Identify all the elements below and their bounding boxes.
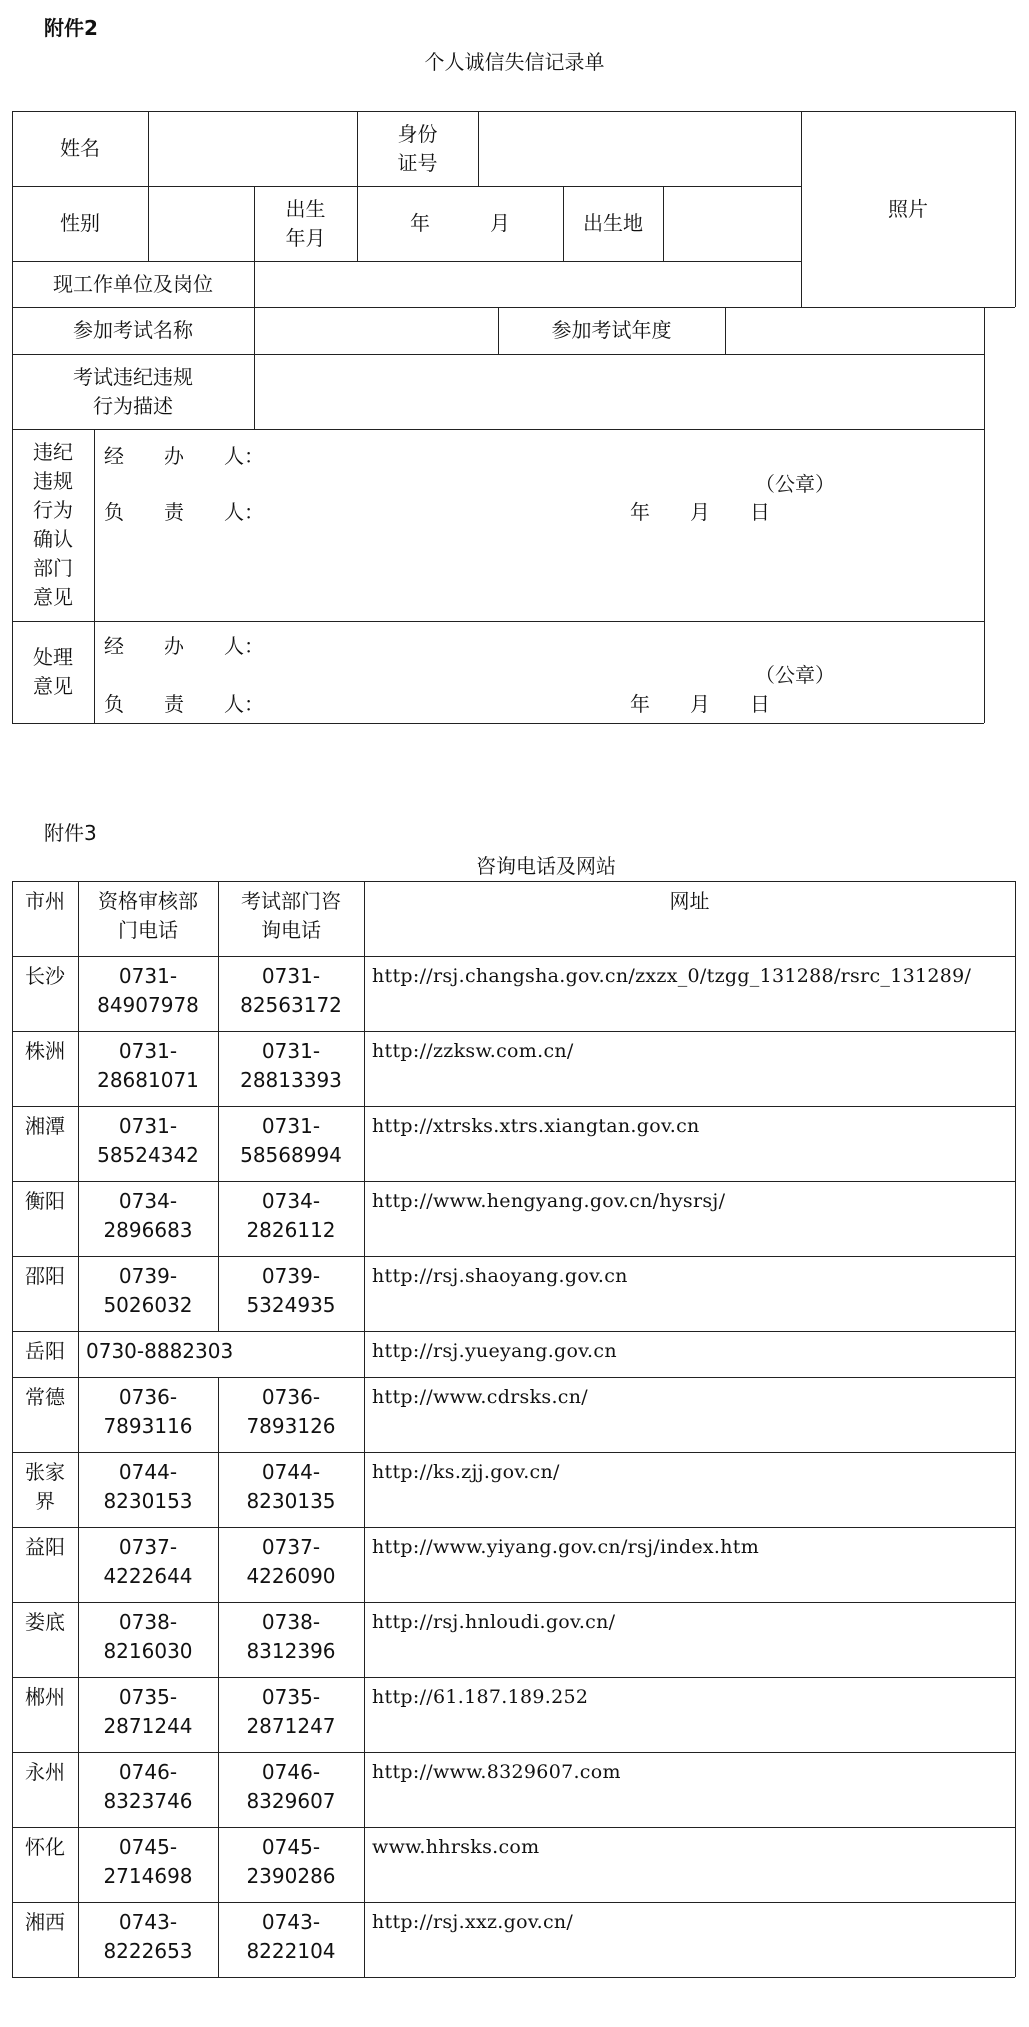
table-line bbox=[12, 956, 1015, 957]
table-line bbox=[12, 1977, 1015, 1978]
gender-label: 性别 bbox=[60, 211, 100, 235]
form-line bbox=[94, 429, 95, 723]
exam-phone-cell: 0731- 28813393 bbox=[240, 1039, 342, 1092]
city-cell: 长沙 bbox=[25, 964, 65, 988]
review-phone-cell: 0737- 4222644 bbox=[103, 1535, 193, 1588]
city-cell: 怀化 bbox=[25, 1835, 65, 1859]
website-link[interactable]: http://rsj.xxz.gov.cn/ bbox=[372, 1911, 574, 1933]
table-line bbox=[12, 1602, 1015, 1603]
website-link[interactable]: http://www.8329607.com bbox=[372, 1761, 621, 1783]
birthplace-label: 出生地 bbox=[583, 211, 643, 235]
city-cell: 岳阳 bbox=[25, 1339, 65, 1363]
exam-phone-cell: 0743- 8222104 bbox=[246, 1910, 336, 1963]
exam-phone-cell: 0737- 4226090 bbox=[246, 1535, 336, 1588]
exam-phone-cell: 0736- 7893126 bbox=[246, 1385, 336, 1438]
form-line bbox=[12, 621, 984, 622]
city-cell: 常德 bbox=[25, 1385, 65, 1409]
photo-label: 照片 bbox=[888, 197, 928, 221]
attachment2-label: 附件2 bbox=[44, 16, 98, 40]
city-cell: 衡阳 bbox=[25, 1189, 65, 1213]
table-line bbox=[1015, 881, 1016, 1977]
website-link[interactable]: http://61.187.189.252 bbox=[372, 1686, 589, 1708]
review-phone-cell: 0738- 8216030 bbox=[103, 1610, 193, 1663]
table-line bbox=[12, 1331, 1015, 1332]
name-label: 姓名 bbox=[60, 136, 100, 160]
exam-name-label: 参加考试名称 bbox=[73, 318, 193, 342]
exam-phone-cell: 0735- 2871247 bbox=[246, 1685, 336, 1738]
table-line bbox=[12, 881, 1015, 882]
form-line bbox=[12, 429, 984, 430]
website-link[interactable]: http://zzksw.com.cn/ bbox=[372, 1040, 574, 1062]
review-phone-cell: 0731- 84907978 bbox=[97, 964, 199, 1017]
header-url: 网址 bbox=[669, 889, 710, 913]
header-exam-phone: 考试部门咨 询电话 bbox=[241, 889, 341, 942]
confirm-date-label: 年 月 日 bbox=[630, 500, 770, 524]
exam-phone-cell: 0739- 5324935 bbox=[246, 1264, 336, 1317]
city-cell: 湘潭 bbox=[25, 1114, 65, 1138]
website-link[interactable]: http://rsj.changsha.gov.cn/zxzx_0/tzgg_131288/rsrc_131289/ bbox=[372, 965, 972, 987]
city-cell: 娄底 bbox=[25, 1610, 65, 1634]
review-phone-cell: 0731- 58524342 bbox=[97, 1114, 199, 1167]
form-line bbox=[663, 186, 664, 261]
table-line bbox=[12, 1902, 1015, 1903]
form-line bbox=[725, 307, 726, 354]
website-link[interactable]: http://www.hengyang.gov.cn/hysrsj/ bbox=[372, 1190, 726, 1212]
city-cell: 邵阳 bbox=[25, 1264, 65, 1288]
handling-seal-label: （公章） bbox=[755, 663, 835, 687]
confirm-leader-label: 负 责 人： bbox=[104, 500, 264, 524]
handling-date-label: 年 月 日 bbox=[630, 692, 770, 716]
review-phone-cell: 0731- 28681071 bbox=[97, 1039, 199, 1092]
city-cell: 永州 bbox=[25, 1760, 65, 1784]
website-link[interactable]: http://www.cdrsks.cn/ bbox=[372, 1386, 588, 1408]
website-link[interactable]: http://ks.zjj.gov.cn/ bbox=[372, 1461, 560, 1483]
work-unit-label: 现工作单位及岗位 bbox=[53, 271, 213, 296]
review-phone-cell: 0736- 7893116 bbox=[103, 1385, 193, 1438]
review-phone-cell: 0745- 2714698 bbox=[103, 1835, 193, 1888]
form-line bbox=[148, 111, 149, 261]
review-phone-cell: 0734- 2896683 bbox=[103, 1189, 193, 1242]
review-phone-cell: 0746- 8323746 bbox=[103, 1760, 193, 1813]
year-month-label: 年 月 bbox=[410, 211, 510, 235]
table-line bbox=[364, 881, 365, 1977]
exam-phone-cell: 0731- 82563172 bbox=[240, 964, 342, 1017]
exam-phone-cell: 0738- 8312396 bbox=[246, 1610, 336, 1663]
handling-leader-label: 负 责 人： bbox=[104, 692, 264, 716]
attachment3-title: 咨询电话及网站 bbox=[476, 854, 616, 878]
attachment3-label: 附件3 bbox=[44, 821, 97, 845]
id-number-label: 身份 证号 bbox=[397, 121, 438, 175]
exam-year-label: 参加考试年度 bbox=[551, 318, 672, 342]
city-cell: 株洲 bbox=[25, 1039, 65, 1063]
table-line bbox=[12, 1377, 1015, 1378]
website-link[interactable]: www.hhrsks.com bbox=[372, 1836, 540, 1858]
table-line bbox=[12, 1677, 1015, 1678]
table-line bbox=[12, 1527, 1015, 1528]
violation-description-label: 考试违纪违规 行为描述 bbox=[73, 364, 193, 418]
review-phone-cell: 0735- 2871244 bbox=[103, 1685, 193, 1738]
website-link[interactable]: http://rsj.hnloudi.gov.cn/ bbox=[372, 1611, 616, 1633]
handling-handler-label: 经 办 人： bbox=[104, 634, 264, 658]
review-phone-cell: 0744- 8230153 bbox=[103, 1460, 193, 1513]
attachment2-title: 个人诚信失信记录单 bbox=[424, 50, 605, 74]
table-line bbox=[12, 1106, 1015, 1107]
form-border-right bbox=[1015, 111, 1016, 307]
confirm-opinion-label: 违纪 违规 行为 确认 部门 意见 bbox=[33, 440, 73, 609]
header-city: 市州 bbox=[25, 889, 65, 913]
website-link[interactable]: http://www.yiyang.gov.cn/rsj/index.htm bbox=[372, 1536, 760, 1558]
confirm-handler-label: 经 办 人： bbox=[104, 444, 264, 468]
table-line bbox=[12, 1031, 1015, 1032]
city-cell: 益阳 bbox=[25, 1535, 65, 1559]
table-line bbox=[12, 1827, 1015, 1828]
exam-phone-cell: 0734- 2826112 bbox=[246, 1189, 336, 1242]
form-border-right bbox=[984, 307, 985, 723]
exam-phone-cell: 0746- 8329607 bbox=[246, 1760, 336, 1813]
review-phone-cell: 0743- 8222653 bbox=[103, 1910, 193, 1963]
header-review-phone: 资格审核部 门电话 bbox=[98, 889, 198, 942]
city-cell: 湘西 bbox=[25, 1910, 65, 1934]
handling-opinion-label: 处理 意见 bbox=[33, 645, 73, 698]
website-link[interactable]: http://rsj.shaoyang.gov.cn bbox=[372, 1265, 628, 1287]
website-link[interactable]: http://xtrsks.xtrs.xiangtan.gov.cn bbox=[372, 1115, 700, 1137]
form-line bbox=[478, 111, 479, 186]
table-line bbox=[12, 1256, 1015, 1257]
exam-phone-cell: 0744- 8230135 bbox=[246, 1460, 336, 1513]
review-phone-cell: 0739- 5026032 bbox=[103, 1264, 193, 1317]
birth-date-label: 出生 年月 bbox=[285, 196, 326, 250]
merged-phone-cell: 0730-8882303 bbox=[86, 1339, 234, 1363]
table-line bbox=[12, 1752, 1015, 1753]
table-line bbox=[12, 1452, 1015, 1453]
city-cell: 张家 界 bbox=[25, 1460, 65, 1513]
table-line bbox=[12, 1181, 1015, 1182]
form-border-bottom bbox=[12, 723, 984, 724]
exam-phone-cell: 0745- 2390286 bbox=[246, 1835, 336, 1888]
confirm-seal-label: （公章） bbox=[755, 472, 835, 496]
exam-phone-cell: 0731- 58568994 bbox=[240, 1114, 342, 1167]
website-link[interactable]: http://rsj.yueyang.gov.cn bbox=[372, 1340, 617, 1362]
city-cell: 郴州 bbox=[25, 1685, 65, 1709]
